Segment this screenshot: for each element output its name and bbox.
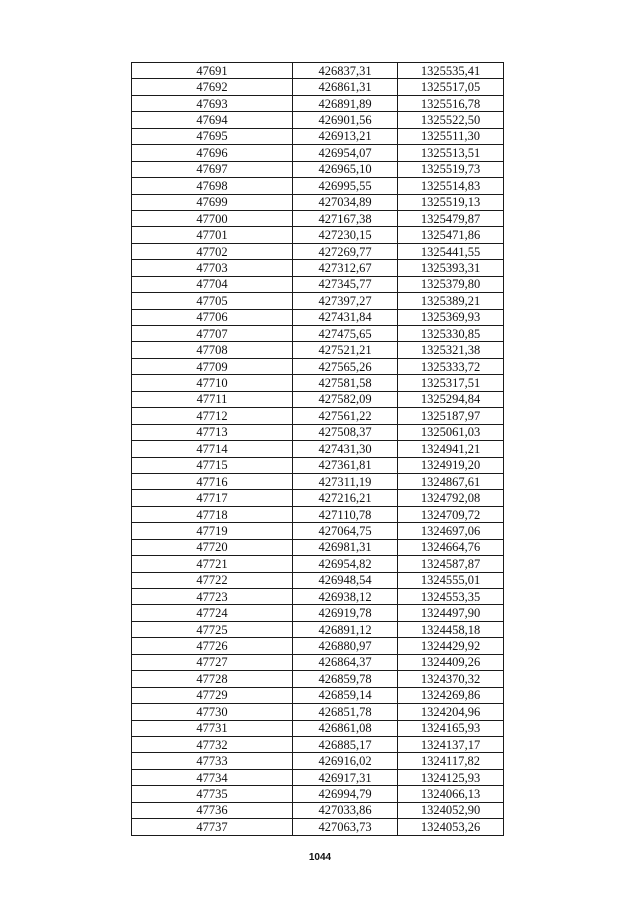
y-coordinate-cell: 1324204,96 [398,704,504,720]
table-row [132,457,504,473]
table-row [132,358,504,374]
y-coordinate-cell: 1324919,20 [398,457,504,473]
table-row [132,408,504,424]
table-row [132,293,504,309]
y-coordinate-cell: 1324709,72 [398,506,504,522]
x-coordinate-cell: 427565,26 [293,358,398,374]
x-coordinate-cell: 426994,79 [293,786,398,802]
x-coordinate-cell: 426981,31 [293,539,398,555]
x-coordinate-cell: 427167,38 [293,210,398,226]
point-number-cell: 47729 [132,687,293,703]
y-coordinate-cell: 1325389,21 [398,293,504,309]
point-number-cell: 47717 [132,490,293,506]
table-row [132,178,504,194]
table-row [132,753,504,769]
x-coordinate-cell: 427431,30 [293,441,398,457]
table-row [132,161,504,177]
x-coordinate-cell: 427521,21 [293,342,398,358]
x-coordinate-cell: 427216,21 [293,490,398,506]
table-row [132,375,504,391]
point-number-cell: 47718 [132,506,293,522]
point-number-cell: 47726 [132,638,293,654]
x-coordinate-cell: 426861,08 [293,720,398,736]
point-number-cell: 47701 [132,227,293,243]
point-number-cell: 47696 [132,145,293,161]
x-coordinate-cell: 426859,14 [293,687,398,703]
y-coordinate-cell: 1325187,97 [398,408,504,424]
y-coordinate-cell: 1325519,13 [398,194,504,210]
x-coordinate-cell: 426995,55 [293,178,398,194]
table-row [132,671,504,687]
point-number-cell: 47733 [132,753,293,769]
y-coordinate-cell: 1325535,41 [398,63,504,79]
x-coordinate-cell: 427361,81 [293,457,398,473]
x-coordinate-cell: 427230,15 [293,227,398,243]
point-number-cell: 47735 [132,786,293,802]
y-coordinate-cell: 1325522,50 [398,112,504,128]
point-number-cell: 47719 [132,523,293,539]
table-row [132,260,504,276]
y-coordinate-cell: 1324137,17 [398,736,504,752]
x-coordinate-cell: 426954,07 [293,145,398,161]
table-row [132,342,504,358]
point-number-cell: 47705 [132,293,293,309]
table-row [132,572,504,588]
table-row [132,704,504,720]
table-row [132,326,504,342]
y-coordinate-cell: 1325519,73 [398,161,504,177]
point-number-cell: 47707 [132,326,293,342]
x-coordinate-cell: 426954,82 [293,556,398,572]
table-row [132,687,504,703]
point-number-cell: 47734 [132,769,293,785]
table-row [132,638,504,654]
y-coordinate-cell: 1324497,90 [398,605,504,621]
point-number-cell: 47693 [132,95,293,111]
x-coordinate-cell: 426938,12 [293,589,398,605]
x-coordinate-cell: 426913,21 [293,128,398,144]
y-coordinate-cell: 1325393,31 [398,260,504,276]
y-coordinate-cell: 1324125,93 [398,769,504,785]
x-coordinate-cell: 426859,78 [293,671,398,687]
x-coordinate-cell: 426917,31 [293,769,398,785]
y-coordinate-cell: 1324370,32 [398,671,504,687]
point-number-cell: 47698 [132,178,293,194]
table-row [132,128,504,144]
table-row [132,490,504,506]
table-row [132,243,504,259]
y-coordinate-cell: 1324458,18 [398,621,504,637]
y-coordinate-cell: 1324052,90 [398,802,504,818]
x-coordinate-cell: 427311,19 [293,473,398,489]
y-coordinate-cell: 1325317,51 [398,375,504,391]
point-number-cell: 47695 [132,128,293,144]
x-coordinate-cell: 427063,73 [293,819,398,835]
x-coordinate-cell: 426901,56 [293,112,398,128]
y-coordinate-cell: 1325479,87 [398,210,504,226]
point-number-cell: 47711 [132,391,293,407]
table-row [132,473,504,489]
x-coordinate-cell: 426885,17 [293,736,398,752]
y-coordinate-cell: 1324409,26 [398,654,504,670]
point-number-cell: 47720 [132,539,293,555]
y-coordinate-cell: 1324664,76 [398,539,504,555]
y-coordinate-cell: 1324697,06 [398,523,504,539]
point-number-cell: 47721 [132,556,293,572]
point-number-cell: 47704 [132,276,293,292]
table-row [132,605,504,621]
table-row [132,589,504,605]
x-coordinate-cell: 427269,77 [293,243,398,259]
x-coordinate-cell: 427582,09 [293,391,398,407]
table-row [132,654,504,670]
point-number-cell: 47730 [132,704,293,720]
x-coordinate-cell: 426851,78 [293,704,398,720]
table-row [132,194,504,210]
y-coordinate-cell: 1324053,26 [398,819,504,835]
point-number-cell: 47732 [132,736,293,752]
x-coordinate-cell: 426916,02 [293,753,398,769]
table-row [132,210,504,226]
y-coordinate-cell: 1324555,01 [398,572,504,588]
y-coordinate-cell: 1324553,35 [398,589,504,605]
point-number-cell: 47702 [132,243,293,259]
y-coordinate-cell: 1325471,86 [398,227,504,243]
table-row [132,506,504,522]
y-coordinate-cell: 1325333,72 [398,358,504,374]
point-number-cell: 47694 [132,112,293,128]
table-row [132,621,504,637]
y-coordinate-cell: 1324941,21 [398,441,504,457]
x-coordinate-cell: 427110,78 [293,506,398,522]
point-number-cell: 47715 [132,457,293,473]
x-coordinate-cell: 427064,75 [293,523,398,539]
point-number-cell: 47722 [132,572,293,588]
y-coordinate-cell: 1324117,82 [398,753,504,769]
point-number-cell: 47736 [132,802,293,818]
table-row [132,539,504,555]
point-number-cell: 47692 [132,79,293,95]
point-number-cell: 47716 [132,473,293,489]
y-coordinate-cell: 1325513,51 [398,145,504,161]
table-row [132,79,504,95]
x-coordinate-cell: 427345,77 [293,276,398,292]
point-number-cell: 47712 [132,408,293,424]
x-coordinate-cell: 427508,37 [293,424,398,440]
x-coordinate-cell: 427034,89 [293,194,398,210]
y-coordinate-cell: 1324587,87 [398,556,504,572]
table-row [132,227,504,243]
table-row [132,556,504,572]
x-coordinate-cell: 426965,10 [293,161,398,177]
point-number-cell: 47714 [132,441,293,457]
y-coordinate-cell: 1325294,84 [398,391,504,407]
y-coordinate-cell: 1325330,85 [398,326,504,342]
point-number-cell: 47725 [132,621,293,637]
point-number-cell: 47703 [132,260,293,276]
x-coordinate-cell: 426864,37 [293,654,398,670]
y-coordinate-cell: 1325514,83 [398,178,504,194]
y-coordinate-cell: 1325441,55 [398,243,504,259]
table-row [132,95,504,111]
coordinates-table [131,62,504,836]
x-coordinate-cell: 427431,84 [293,309,398,325]
point-number-cell: 47691 [132,63,293,79]
table-row [132,441,504,457]
table-row [132,276,504,292]
point-number-cell: 47723 [132,589,293,605]
table-row [132,523,504,539]
point-number-cell: 47713 [132,424,293,440]
point-number-cell: 47731 [132,720,293,736]
y-coordinate-cell: 1324165,93 [398,720,504,736]
table-row [132,819,504,835]
y-coordinate-cell: 1324792,08 [398,490,504,506]
point-number-cell: 47708 [132,342,293,358]
y-coordinate-cell: 1325061,03 [398,424,504,440]
page-number: 1044 [308,852,332,863]
x-coordinate-cell: 426861,31 [293,79,398,95]
table-row [132,802,504,818]
y-coordinate-cell: 1325516,78 [398,95,504,111]
point-number-cell: 47697 [132,161,293,177]
y-coordinate-cell: 1325379,80 [398,276,504,292]
y-coordinate-cell: 1325517,05 [398,79,504,95]
table-row [132,769,504,785]
table-row [132,145,504,161]
point-number-cell: 47724 [132,605,293,621]
point-number-cell: 47710 [132,375,293,391]
y-coordinate-cell: 1324269,86 [398,687,504,703]
x-coordinate-cell: 426919,78 [293,605,398,621]
point-number-cell: 47706 [132,309,293,325]
x-coordinate-cell: 426891,89 [293,95,398,111]
table-row [132,736,504,752]
table-row [132,112,504,128]
x-coordinate-cell: 426837,31 [293,63,398,79]
table-row [132,63,504,79]
x-coordinate-cell: 426880,97 [293,638,398,654]
x-coordinate-cell: 426891,12 [293,621,398,637]
x-coordinate-cell: 427312,67 [293,260,398,276]
point-number-cell: 47737 [132,819,293,835]
x-coordinate-cell: 426948,54 [293,572,398,588]
table-row [132,391,504,407]
x-coordinate-cell: 427475,65 [293,326,398,342]
y-coordinate-cell: 1324066,13 [398,786,504,802]
coordinates-table-body [132,63,504,836]
x-coordinate-cell: 427581,58 [293,375,398,391]
y-coordinate-cell: 1325321,38 [398,342,504,358]
point-number-cell: 47727 [132,654,293,670]
point-number-cell: 47700 [132,210,293,226]
x-coordinate-cell: 427561,22 [293,408,398,424]
y-coordinate-cell: 1325369,93 [398,309,504,325]
point-number-cell: 47728 [132,671,293,687]
x-coordinate-cell: 427033,86 [293,802,398,818]
y-coordinate-cell: 1324867,61 [398,473,504,489]
table-row [132,720,504,736]
table-row [132,309,504,325]
point-number-cell: 47709 [132,358,293,374]
x-coordinate-cell: 427397,27 [293,293,398,309]
table-row [132,786,504,802]
y-coordinate-cell: 1325511,30 [398,128,504,144]
y-coordinate-cell: 1324429,92 [398,638,504,654]
point-number-cell: 47699 [132,194,293,210]
table-row [132,424,504,440]
